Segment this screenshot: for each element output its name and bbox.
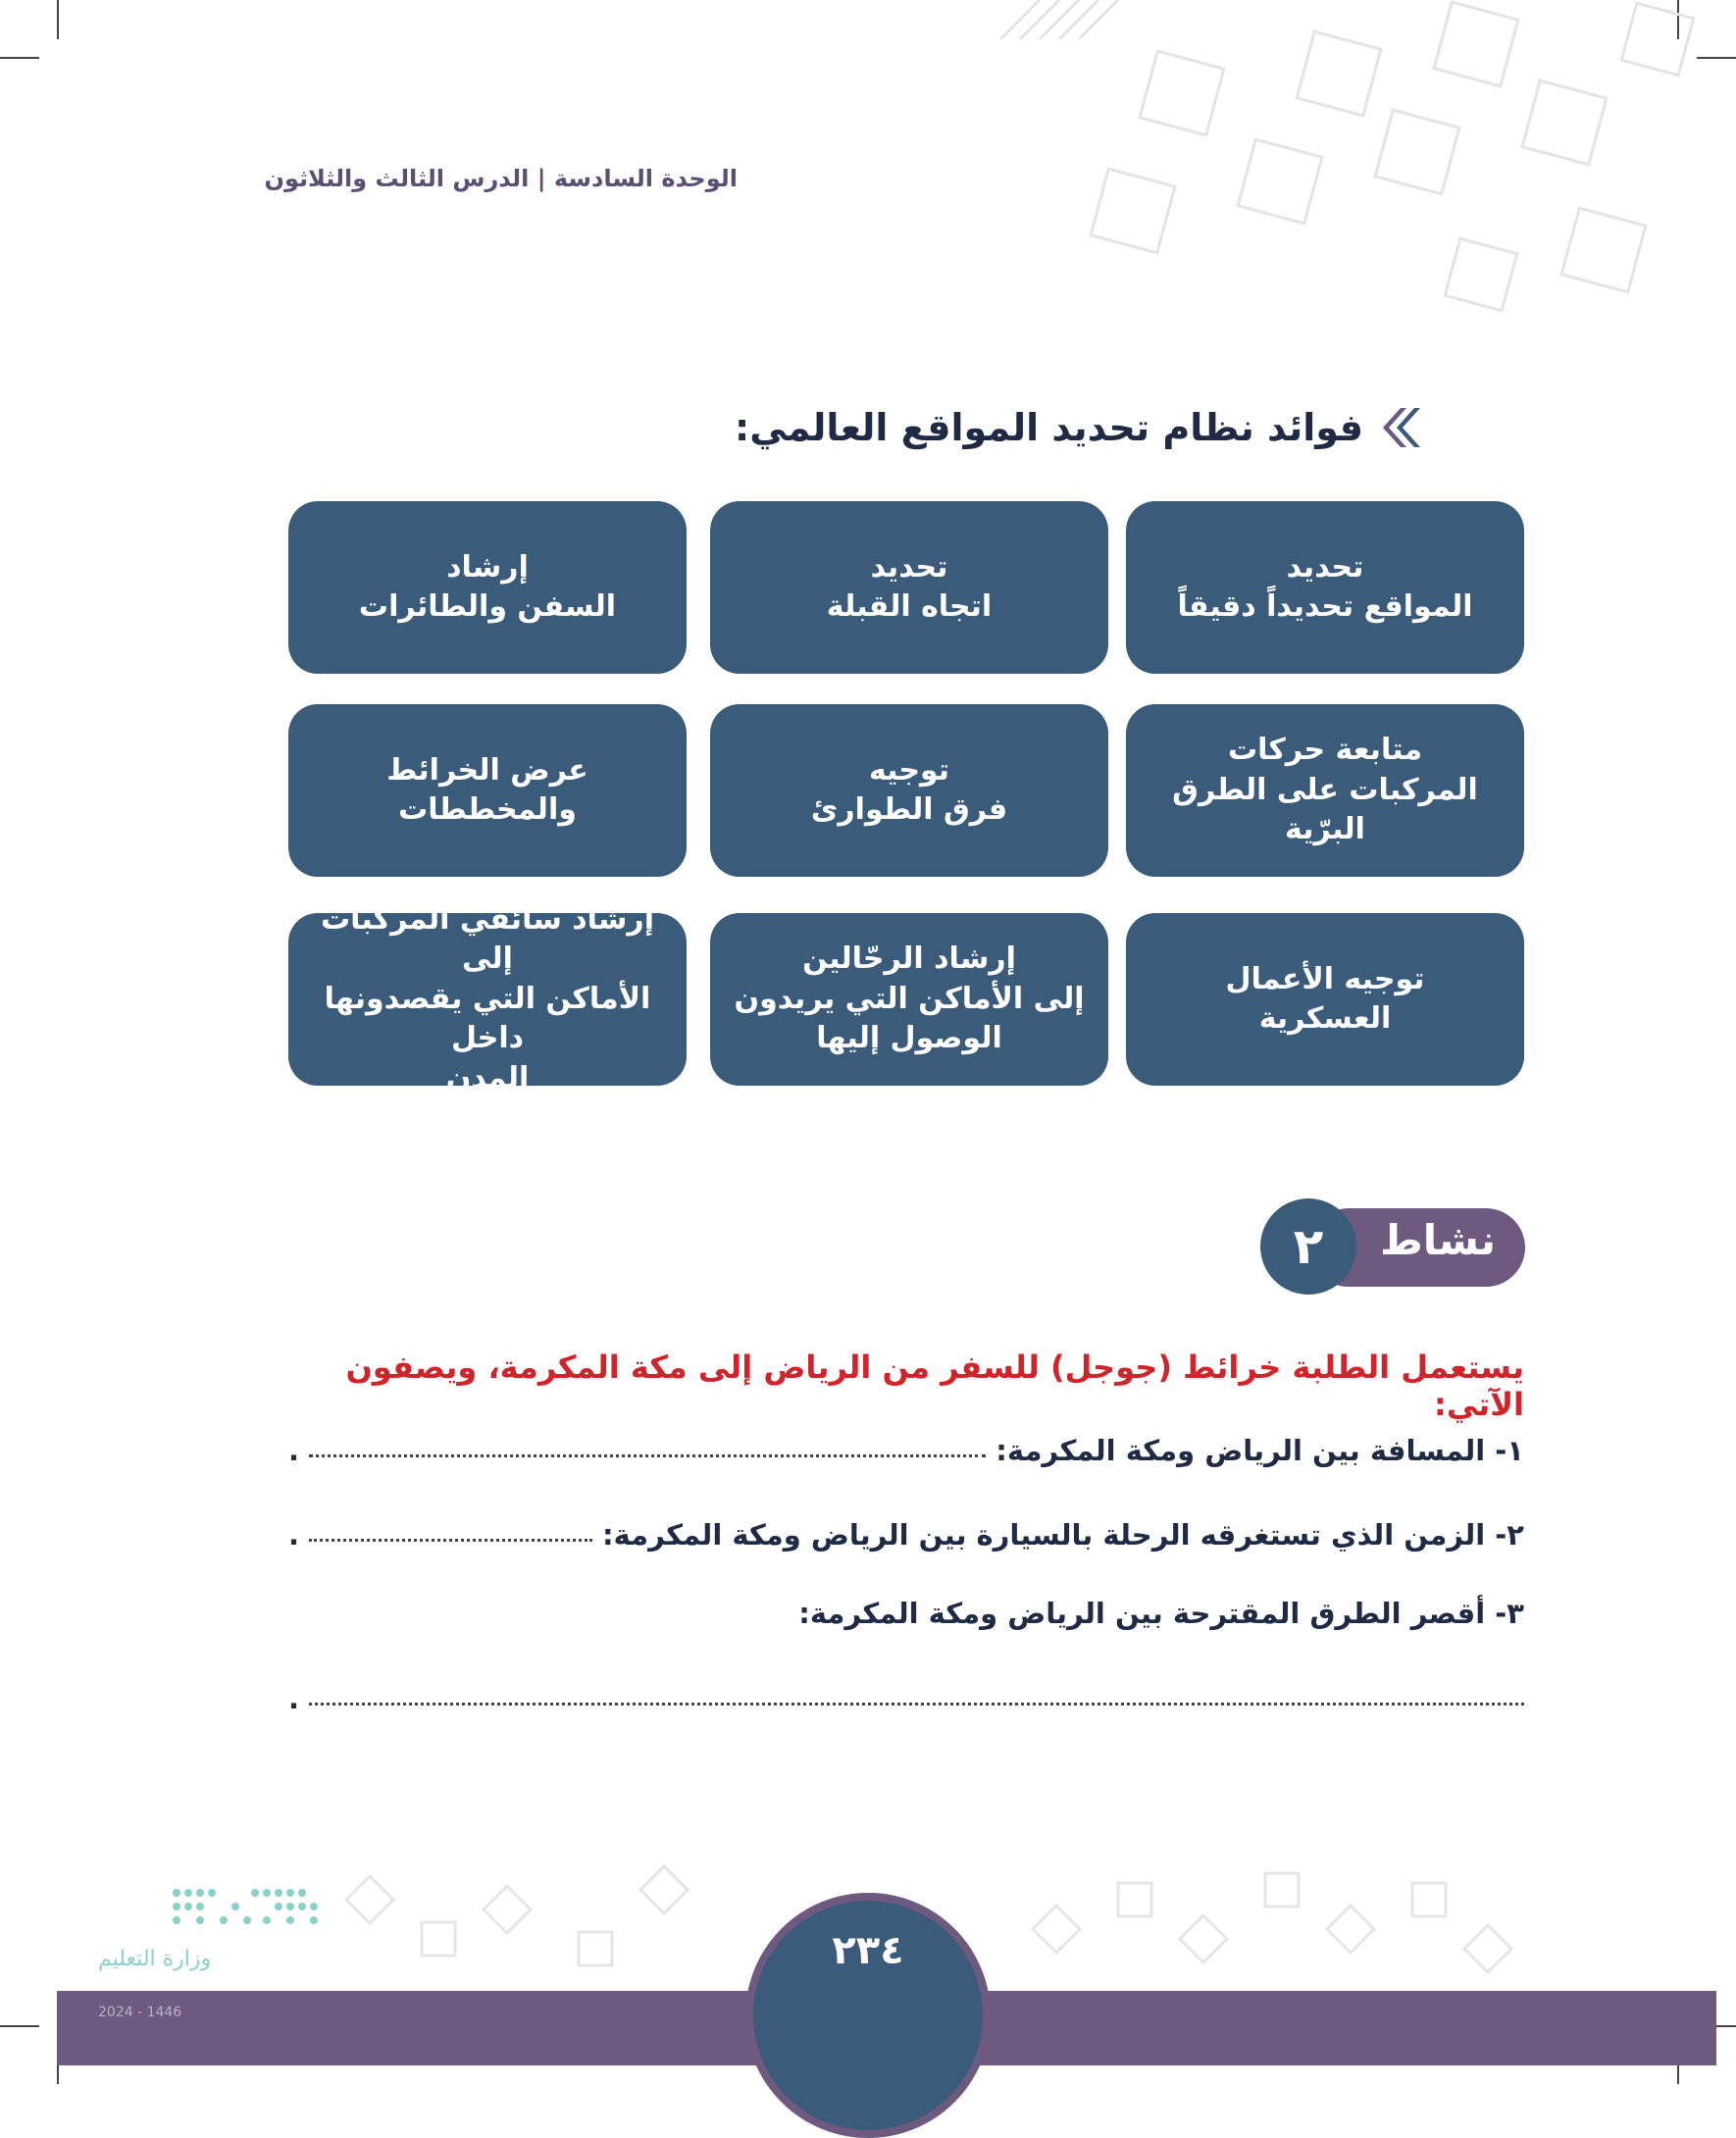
benefit-card — [288, 704, 687, 877]
benefit-card — [710, 501, 1108, 674]
double-chevron-icon — [1375, 404, 1422, 451]
period: . — [288, 1434, 300, 1467]
section-heading — [539, 404, 1422, 451]
ministry-year: 2024 - 1446 — [98, 2005, 182, 2020]
benefit-text: توجيه فرق الطوارئ — [810, 752, 1008, 827]
activity-instruction: يستعمل الطلبة خرائط (جوجل) للسفر من الرياض إلى مكة المكرمة، ويصفون الآتي: — [345, 1349, 1524, 1423]
benefit-text: تحديد اتجاه القبلة — [826, 549, 993, 624]
answer-blank[interactable] — [309, 1702, 1524, 1705]
answer-blank[interactable] — [309, 1538, 592, 1542]
benefit-text: عرض الخرائط والمخططات — [386, 752, 588, 827]
benefit-card — [1126, 704, 1524, 877]
activity-label: نشاط — [1380, 1216, 1496, 1264]
benefit-text: تحديد المواقع تحديداً دقيقاً — [1177, 549, 1473, 624]
question-text: ٣- أقصر الطرق المقترحة بين الرياض ومكة المكرمة: — [798, 1597, 1524, 1630]
activity-badge — [1260, 1198, 1525, 1297]
unit-lesson-title: الوحدة السادسة | الدرس الثالث والثلاثون — [264, 165, 738, 192]
period: . — [288, 1518, 300, 1552]
question-line — [288, 1434, 1524, 1467]
answer-blank[interactable] — [309, 1453, 986, 1457]
benefit-text: توجيه الأعمال العسكرية — [1225, 961, 1425, 1036]
period: . — [288, 1682, 300, 1715]
question-line — [288, 1518, 1524, 1552]
decorative-pattern — [981, 0, 1736, 324]
benefit-card — [710, 913, 1108, 1086]
benefit-card — [288, 901, 687, 1095]
benefit-text: إرشاد الرحّالين إلى الأماكن التي يريدون الوصول إليها — [734, 942, 1085, 1056]
benefit-text: إرشاد سائقي المركبات إلى الأماكن التي يقصدونها داخل المدن — [320, 901, 654, 1095]
page-number-badge — [745, 1893, 991, 2020]
benefit-card — [288, 501, 687, 674]
question-text: ١- المسافة بين الرياض ومكة المكرمة: — [996, 1434, 1524, 1467]
question-line — [288, 1682, 1524, 1715]
benefit-card — [1126, 913, 1524, 1086]
activity-number: ٢ — [1260, 1198, 1356, 1295]
benefit-text: متابعة حركات المركبات على الطرق البرّية — [1172, 733, 1478, 847]
page-number: ٢٣٤ — [832, 1928, 904, 1973]
crop-mark — [0, 57, 39, 59]
crop-mark — [57, 0, 59, 39]
benefit-card — [710, 704, 1108, 877]
question-text: ٢- الزمن الذي تستغرقه الرحلة بالسيارة بين الرياض ومكة المكرمة: — [601, 1518, 1524, 1552]
ministry-name: وزارة التعليم — [98, 1947, 212, 1971]
section-heading-text: فوائد نظام تحديد المواقع العالمي: — [735, 406, 1363, 449]
benefit-text: إرشاد السفن والطائرات — [358, 549, 617, 624]
crop-mark — [0, 2025, 39, 2027]
benefit-card — [1126, 501, 1524, 674]
question-line — [288, 1597, 1524, 1630]
